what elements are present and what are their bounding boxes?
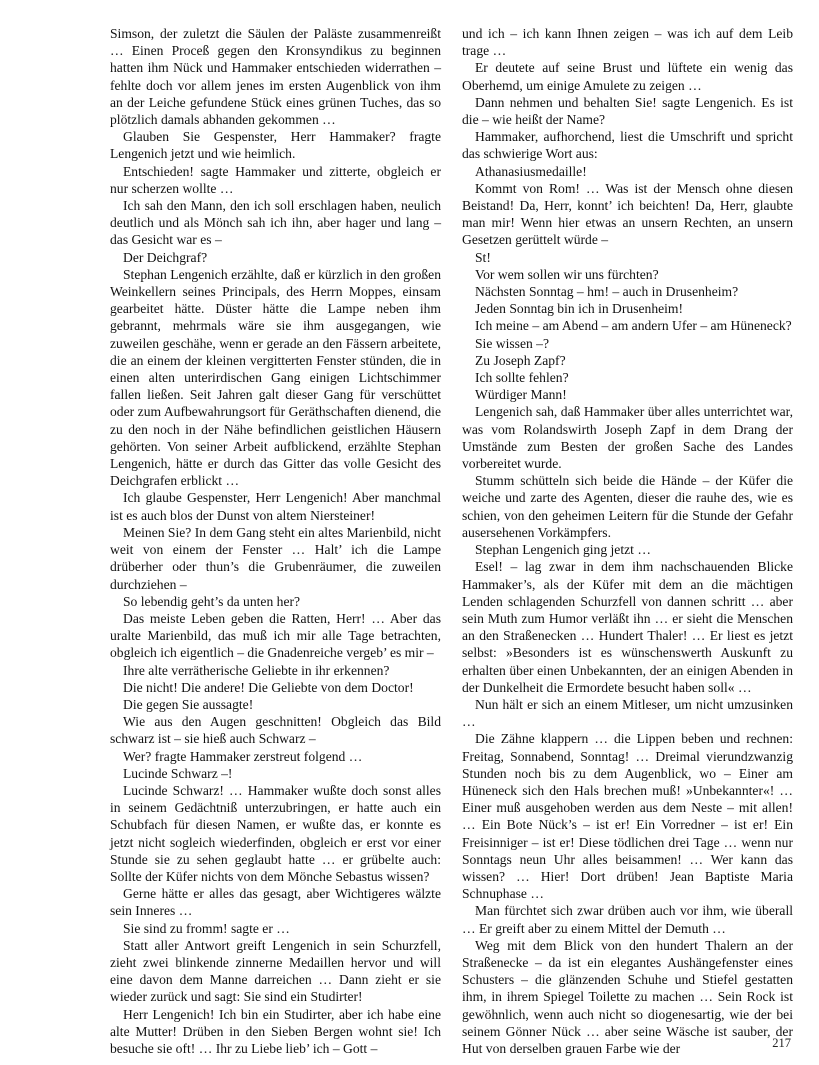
paragraph: Weg mit dem Blick von den hundert Thalern an der Straßenecke – da ist ein elegantes Aushängefenster eines Schusters – die glänzenden Schuhe und Stiefel gestatten ihm, in ihrem Spiegel Toilette zu machen … Sein Rock ist gewöhnlich, wenn auch nicht so diogenesartig, wie der bei seinem Gönner Nück … aber seine Wäsche ist sauber, der Hut von derselben grauen Farbe wie der: [462, 937, 793, 1056]
paragraph: Die nicht! Die andere! Die Geliebte von dem Doctor!: [123, 679, 414, 695]
paragraph: Ich sah den Mann, den ich soll erschlagen haben, neulich deutlich und als Mönch sah ich ihn, aber hager und lang – das Gesicht war es –: [110, 198, 441, 248]
paragraph: Die gegen Sie aussagte!: [123, 696, 254, 712]
paragraph: Entschieden! sagte Hammaker und zitterte, obgleich er nur scherzen wollte …: [110, 163, 441, 196]
paragraph: Die Zähne klappern … die Lippen beben und rechnen: Freitag, Sonnabend, Sonntag! … Dreimal vierundzwanzig Stunden noch bis zu dem Augenblick, wo – Einer am Hüneneck sich den Hals brechen muß! »Unbekannter«! … Einer muß ausgehoben werden aus dem Neste – mit allen! … Ein Bote Nück’s – ist er! Ein Vorredner – ist er! Ein Freisinniger – ist er! Diese tödlichen drei Tage … wenn nur Sonntags neun Uhr alles beisammen! … Wer kann das wissen? … Hier! Dort drüben! Jean Baptiste Maria Schnuphase …: [462, 731, 793, 902]
paragraph: Der Deichgraf?: [123, 249, 208, 265]
paragraph: Ich meine – am Abend – am andern Ufer – am Hüneneck?: [475, 318, 792, 334]
paragraph: Stephan Lengenich erzählte, daß er kürzlich in den großen Weinkellern seines Principals, des Herrn Moppes, einsam gearbeitet hätte. Düster hätte die Lampe neben ihm gebrannt, mehrmals wäre sie ihm ausgegangen, wie zuweilen geschähe, wenn er gerade an den Fässern arbeitete, die an einem der kleinen vergitterten Fenster stünden, die in einen alten unterirdischen Gang einigen Lichtschimmer fallen ließen. Seit Jahren galt dieser Gang für verschüttet oder zum Aufbewahrungsort für Geräthschaften dienend, die zu den noch in der Nähe befindlichen geistlichen Häusern gehörten. Von seiner Arbeit aufblickend, erzählte Stephan Lengenich, hätte er durch das Gitter das volle Gesicht des Deichgrafen erblickt …: [110, 266, 441, 489]
paragraph: Ich sollte fehlen?: [475, 370, 569, 386]
paragraph: So lebendig geht’s da unten her?: [123, 593, 301, 609]
paragraph: Würdiger Mann!: [475, 387, 567, 403]
paragraph: Lengenich sah, daß Hammaker über alles unterrichtet war, was vom Rolandswirth Joseph Zapf in dem Drang der Umstände zum Besten der großen Sache des Landes vorbereitet wurde.: [462, 404, 793, 472]
paragraph: Wie aus den Augen geschnitten! Obgleich das Bild schwarz ist – sie hieß auch Schwarz –: [110, 714, 441, 747]
paragraph: Wer? fragte Hammaker zerstreut folgend …: [123, 748, 363, 764]
paragraph: Vor wem sollen wir uns fürchten?: [475, 266, 659, 282]
paragraph: St!: [475, 249, 491, 265]
paragraph: Nun hält er sich an einem Mitleser, um nicht umzusinken …: [462, 696, 793, 730]
paragraph: Sie sind zu fromm! sagte er …: [123, 920, 290, 936]
paragraph: Herr Lengenich! Ich bin ein Studirter, aber ich habe eine alte Mutter! Drüben in den Sieben Bergen wohnt sie! Ich besuche sie oft! … Ihr zu Liebe lieb’ ich – Gott –: [110, 1006, 441, 1056]
paragraph: Er deutete auf seine Brust und lüftete ein wenig das Oberhemd, um einige Amulete zu zeigen …: [462, 60, 793, 93]
paragraph: Hammaker, aufhorchend, liest die Umschrift und spricht das schwierige Wort aus:: [462, 129, 793, 162]
paragraph: Stumm schütteln sich beide die Hände – der Küfer die weiche und zarte des Agenten, dieser die rauhe des, wie es schien, von den geheimen Leitern für die Stunde der Gefahr ausersehenen Vorkämpfers.: [462, 473, 793, 540]
paragraph: Kommt von Rom! … Was ist der Mensch ohne diesen Beistand! Da, Herr, konnt’ ich beichten! Da, Herr, glaubte man mir! Wenn hier etwas an unsern Rechten, an unsern Gesetzen gerüttelt würde –: [462, 180, 793, 248]
paragraph: Stephan Lengenich ging jetzt …: [475, 542, 651, 558]
paragraph: Statt aller Antwort greift Lengenich in sein Schurzfell, zieht zwei blinkende zinnerne Medaillen hervor und will eine davon dem Manne darreichen … Dann zieht er sie wieder zurück und sagt: Sie sind ein Studirter!: [110, 937, 441, 1005]
paragraph: Sie wissen –?: [475, 335, 550, 351]
paragraph: Lucinde Schwarz –!: [123, 765, 233, 781]
right-column: [462, 25, 793, 1057]
paragraph: Lucinde Schwarz! … Hammaker wußte doch sonst alles in seinem Gedächtniß unterzubringen, er hatte auch ein Schubfach für diesen Namen, er wußte das, er konnte es jetzt nicht sogleich wiederfinden, obgleich er erst vor einer Stunde sie zu sehen geglaubt hatte … er grübelte auch: Sollte der Küfer nichts von dem Mönche Sebastus wissen?: [110, 782, 441, 884]
page-number: 217: [772, 1036, 791, 1050]
left-column: [110, 25, 441, 1057]
paragraph: Glauben Sie Gespenster, Herr Hammaker? fragte Lengenich jetzt und wie heimlich.: [110, 129, 441, 162]
paragraph: Esel! – lag zwar in dem ihm nachschauenden Blicke Hammaker’s, als der Küfer mit dem an die mächtigen Lenden schlagenden Schurzfell von dannen schritt … aber sein Muth zum Humor verläßt ihn … er sieht die Menschen an den Straßenecken … Hundert Thaler! … Er liest es jetzt selbst: »Besonders ist es wünschenswerth Auskunft zu erhalten über einen Unbekannten, der an einigen Abenden in der Dunkelheit die Ermordete besucht haben soll« …: [462, 559, 793, 695]
paragraph: Gerne hätte er alles das gesagt, aber Wichtigeres wälzte sein Inneres …: [110, 886, 441, 919]
paragraph: Ihre alte verrätherische Geliebte in ihr erkennen?: [123, 662, 390, 678]
paragraph: Simson, der zuletzt die Säulen der Paläste zusammenreißt … Einen Proceß gegen den Kronsyndikus zu beginnen hatten ihm Nück und Hammaker entschieden widerrathen – fehlte doch vor allem jenes im ersten Augenblick von ihm an der Leiche gefundene Stück eines grünen Tuches, das so plötzlich damals abhanden gekommen …: [110, 26, 441, 128]
paragraph: Das meiste Leben geben die Ratten, Herr! … Aber das uralte Marienbild, das muß ich mir alle Tage betrachten, obgleich ich eigentlich – die Gnadenreiche vergeb’ es mir –: [110, 610, 441, 661]
paragraph: Meinen Sie? In dem Gang steht ein altes Marienbild, nicht weit von einem der Fenster … Halt’ ich die Lampe drüberher oder thun’s die Grubenräumer, die zuweilen durchziehen –: [110, 524, 441, 592]
paragraph: Zu Joseph Zapf?: [475, 352, 566, 368]
paragraph: Nächsten Sonntag – hm! – auch in Drusenheim?: [475, 284, 739, 300]
paragraph: Ich glaube Gespenster, Herr Lengenich! Aber manchmal ist es auch blos der Dunst von altem Niersteiner!: [110, 490, 441, 523]
paragraph: Athanasiusmedaille!: [475, 163, 587, 179]
paragraph: Man fürchtet sich zwar drüben auch vor ihm, wie überall … Er greift aber zu einem Mittel der Demuth …: [462, 903, 793, 936]
paragraph: und ich – ich kann Ihnen zeigen – was ich auf dem Leib trage …: [462, 26, 793, 59]
paragraph: Dann nehmen und behalten Sie! sagte Lengenich. Es ist die – wie heißt der Name?: [462, 94, 793, 128]
paragraph: Jeden Sonntag bin ich in Drusenheim!: [475, 301, 684, 317]
